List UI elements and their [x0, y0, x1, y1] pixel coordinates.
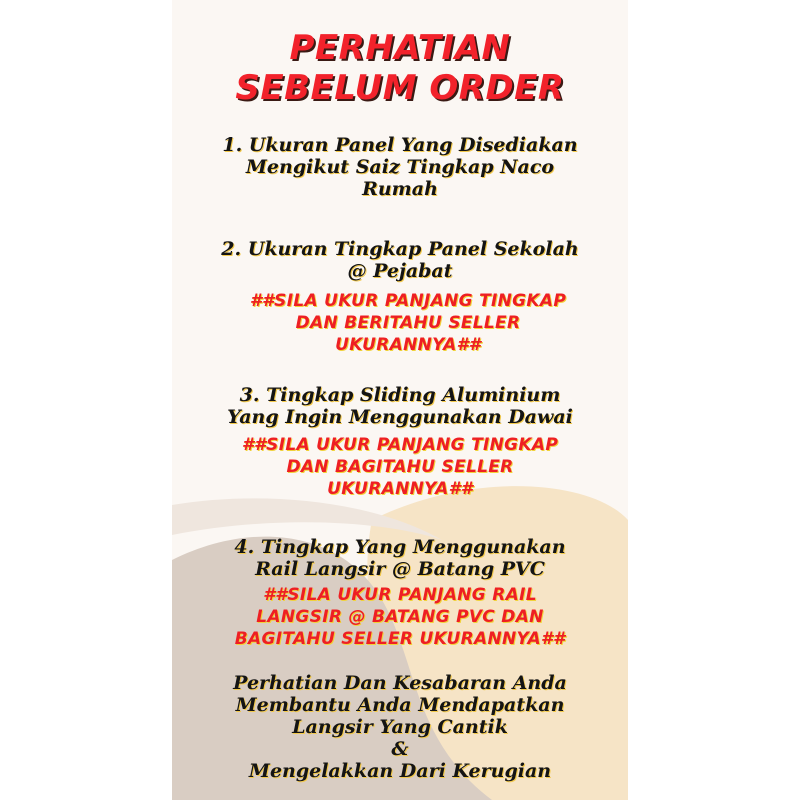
item-line: 3. Tingkap Sliding Aluminium — [239, 384, 561, 406]
note-line: UKURANNYA## — [327, 479, 473, 499]
closing-line: & — [391, 738, 409, 760]
closing-line: Mengelakkan Dari Kerugian — [248, 760, 552, 782]
note-line: DAN BAGITAHU SELLER — [286, 457, 514, 477]
note-line: UKURANNYA## — [335, 335, 481, 355]
note-line: BAGITAHU SELLER UKURANNYA## — [234, 629, 566, 649]
item-line: 4. Tingkap Yang Menggunakan — [234, 536, 566, 558]
page-title — [172, 28, 628, 108]
item-line: Rumah — [362, 178, 438, 200]
note-line: DAN BERITAHU SELLER — [295, 313, 521, 333]
closing-line: Perhatian Dan Kesabaran Anda — [233, 672, 567, 694]
item-line: 1. Ukuran Panel Yang Disediakan — [222, 134, 578, 156]
note-line: ##SILA UKUR PANJANG TINGKAP — [241, 435, 559, 455]
item-4-text — [172, 536, 628, 580]
closing-line: Membantu Anda Mendapatkan — [235, 694, 565, 716]
item-line: @ Pejabat — [347, 260, 453, 282]
closing-line: Langsir Yang Cantik — [292, 716, 508, 738]
item-line: 2. Ukuran Tingkap Panel Sekolah — [221, 238, 579, 260]
item-3-note — [172, 434, 628, 500]
item-line: Rail Langsir @ Batang PVC — [255, 558, 545, 580]
item-line: Yang Ingin Menggunakan Dawai — [227, 406, 573, 428]
item-line: Mengikut Saiz Tingkap Naco — [245, 156, 555, 178]
item-4-note — [172, 584, 628, 650]
title-line: PERHATIAN — [289, 28, 511, 68]
item-2-note — [180, 290, 628, 356]
notice-poster — [172, 0, 628, 800]
item-1-text — [172, 134, 628, 200]
note-line: ##SILA UKUR PANJANG TINGKAP — [249, 291, 567, 311]
note-line: LANGSIR @ BATANG PVC DAN — [256, 607, 544, 627]
title-line: SEBELUM ORDER — [235, 68, 565, 108]
note-line: ##SILA UKUR PANJANG RAIL — [263, 585, 537, 605]
closing-message — [172, 672, 628, 782]
item-2-text — [172, 238, 628, 282]
item-3-text — [172, 384, 628, 428]
